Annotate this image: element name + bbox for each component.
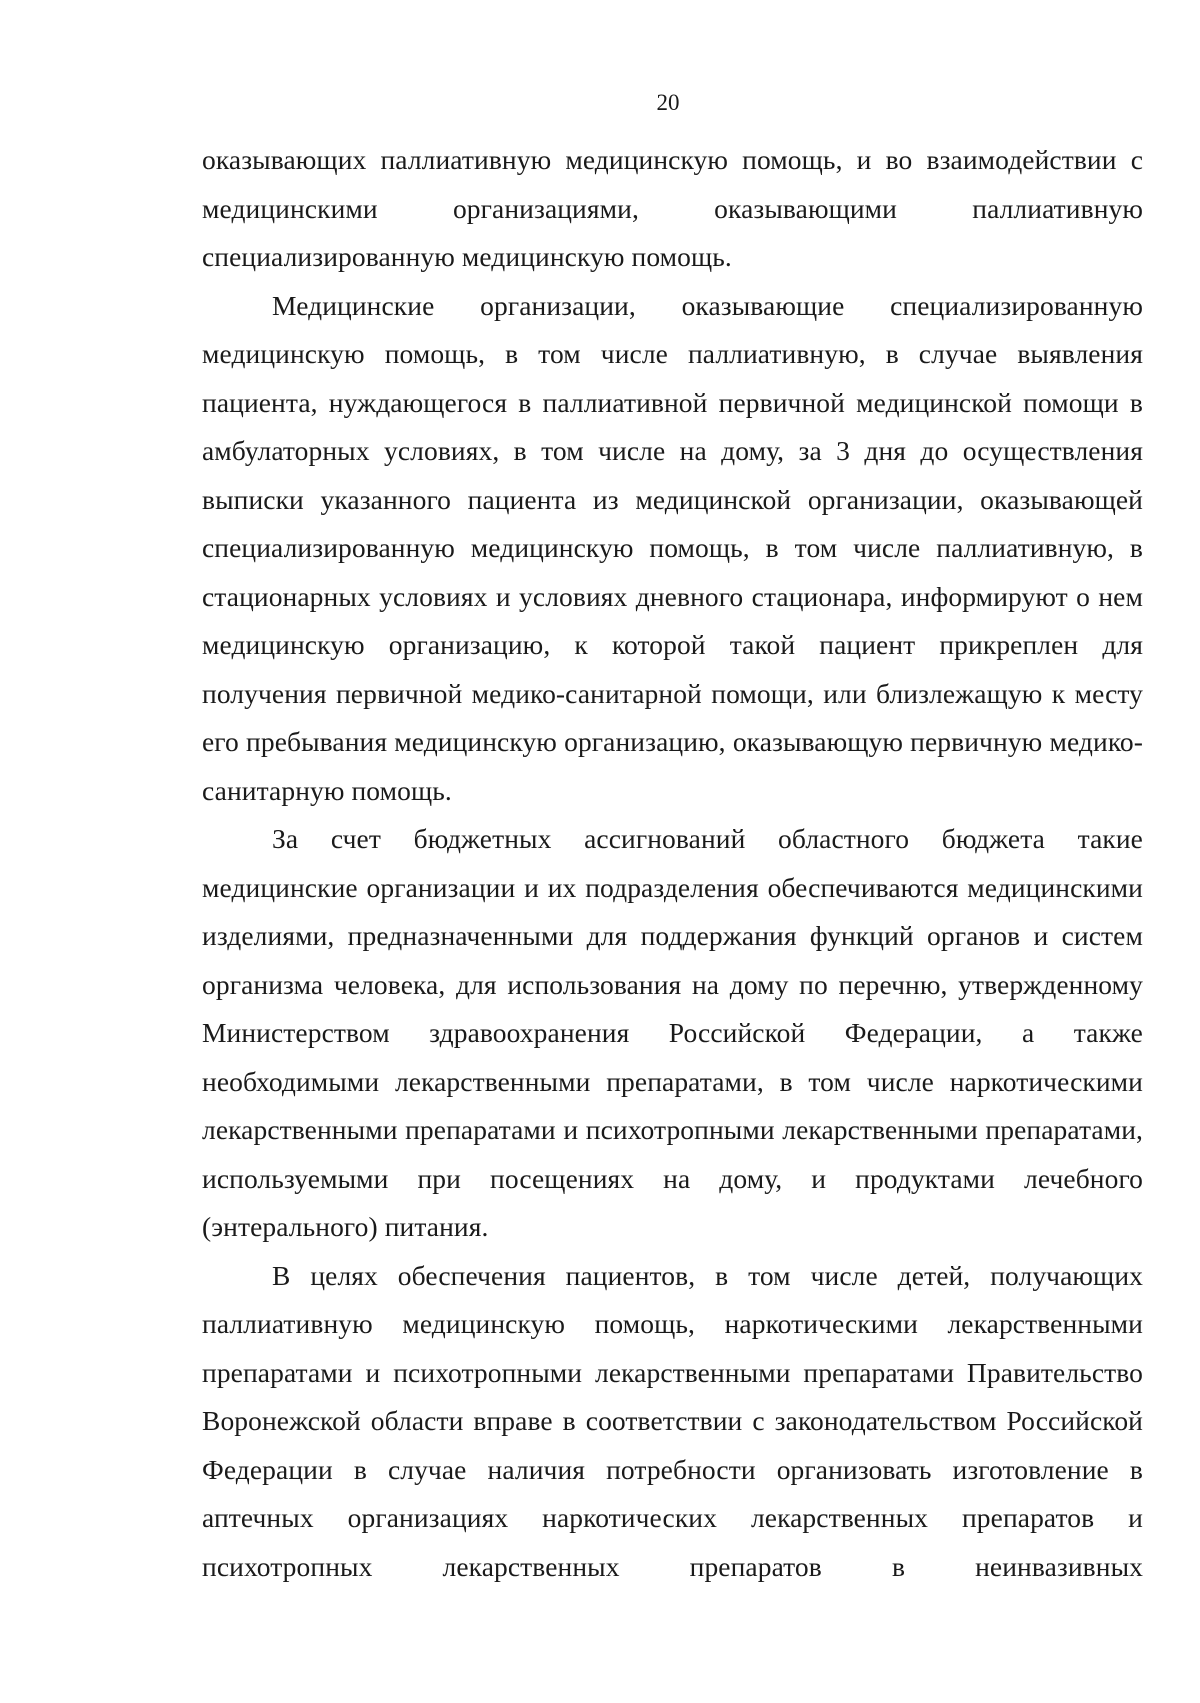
paragraph-medical-organizations: Медицинские организации, оказывающие специализированную медицинскую помощь, в том числе паллиативную, в случае выявления пациента, нуждающегося в паллиативной первичной медицинской помощи в амбулаторных условиях, в том числе на дому, за 3 дня до осуществления выписки указанного пациента из медицинской организации, оказывающей специализированную медицинскую помощь, в том числе паллиативную, в стационарных условиях и условиях дневного стационара, информируют о нем медицинскую организацию, к которой такой пациент прикреплен для получения первичной медико-санитарной помощи, или близлежащую к месту его пребывания медицинскую организацию, оказывающую первичную медико-санитарную помощь. xyxy=(202,289,1143,806)
paragraph-narcotic-provision: В целях обеспечения пациентов, в том числе детей, получающих паллиативную медицинскую помощь, наркотическими лекарственными препаратами и психотропными лекарственными препаратами Правительство Воронежской области вправе в соответствии с законодательством Российской Федерации в случае наличия потребности организовать изготовление в аптечных организациях наркотических лекарственных препаратов и психотропных лекарственных препаратов в неинвазивных xyxy=(202,1259,1143,1582)
paragraph-continuation: оказывающих паллиативную медицинскую помощь, и во взаимодействии с медицинскими организациями, оказывающими паллиативную специализированную медицинскую помощь. xyxy=(202,144,1143,272)
page-number: 20 xyxy=(656,90,680,115)
document-body xyxy=(202,136,1143,1591)
paragraph-budget-funding: За счет бюджетных ассигнований областного бюджета такие медицинские организации и их подразделения обеспечиваются медицинскими изделиями, предназначенными для поддержания функций органов и систем организма человека, для использования на дому по перечню, утвержденному Министерством здравоохранения Российской Федерации, а также необходимыми лекарственными препаратами, в том числе наркотическими лекарственными препаратами и психотропными лекарственными препаратами, используемыми при посещениях на дому, и продуктами лечебного (энтерального) питания. xyxy=(202,823,1143,1242)
